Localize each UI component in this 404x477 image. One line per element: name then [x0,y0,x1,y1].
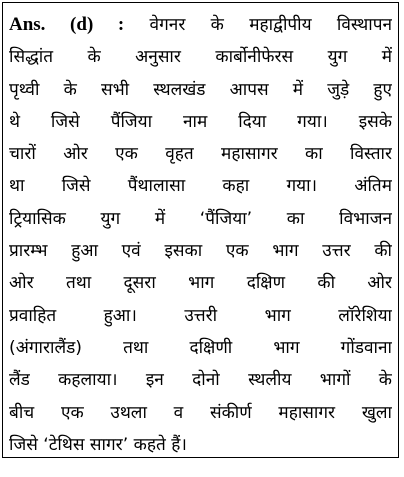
answer-line-7: ट्रियासिक युग में ‘पैंजिया’ का विभाजन [9,208,392,229]
answer-line-13: बीच एक उथला व संकीर्ण महासागर खुला [9,402,392,423]
answer-line-11: (अंगारालैंड) तथा दक्षिणी भाग गोंडवाना [9,337,392,358]
answer-line-10: प्रवाहित हुआ। उत्तरी भाग लॉरेशिया [9,305,392,326]
answer-line-3: पृथ्वी के सभी स्थलखंड आपस में जुड़े हुए [9,79,392,100]
answer-line-9: ओर तथा दूसरा भाग दक्षिण की ओर [9,273,392,294]
answer-box [2,2,399,458]
answer-line-4: थे जिसे पैंजिया नाम दिया गया। इसके [9,111,392,132]
answer-line-6: था जिसे पैंथालासा कहा गया। अंतिम [9,176,392,197]
answer-line-1 [9,9,392,41]
answer-line-2: सिद्धांत के अनुसार कार्बोनीफेरस युग में [9,47,392,68]
answer-line-14: जिसे ‘टेथिस सागर’ कहते हैं। [9,434,187,455]
answer-line-12: लैंड कहलाया। इन दोनो स्थलीय भागों के [9,370,392,391]
answer-line-5: चारों ओर एक वृहत महासागर का विस्तार [9,144,392,165]
answer-label: Ans. (d) : [9,14,125,35]
answer-line-1-text: वेगनर के महाद्वीपीय विस्थापन [149,15,392,35]
answer-line-8: प्रारम्भ हुआ एवं इसका एक भाग उत्तर की [9,241,392,262]
